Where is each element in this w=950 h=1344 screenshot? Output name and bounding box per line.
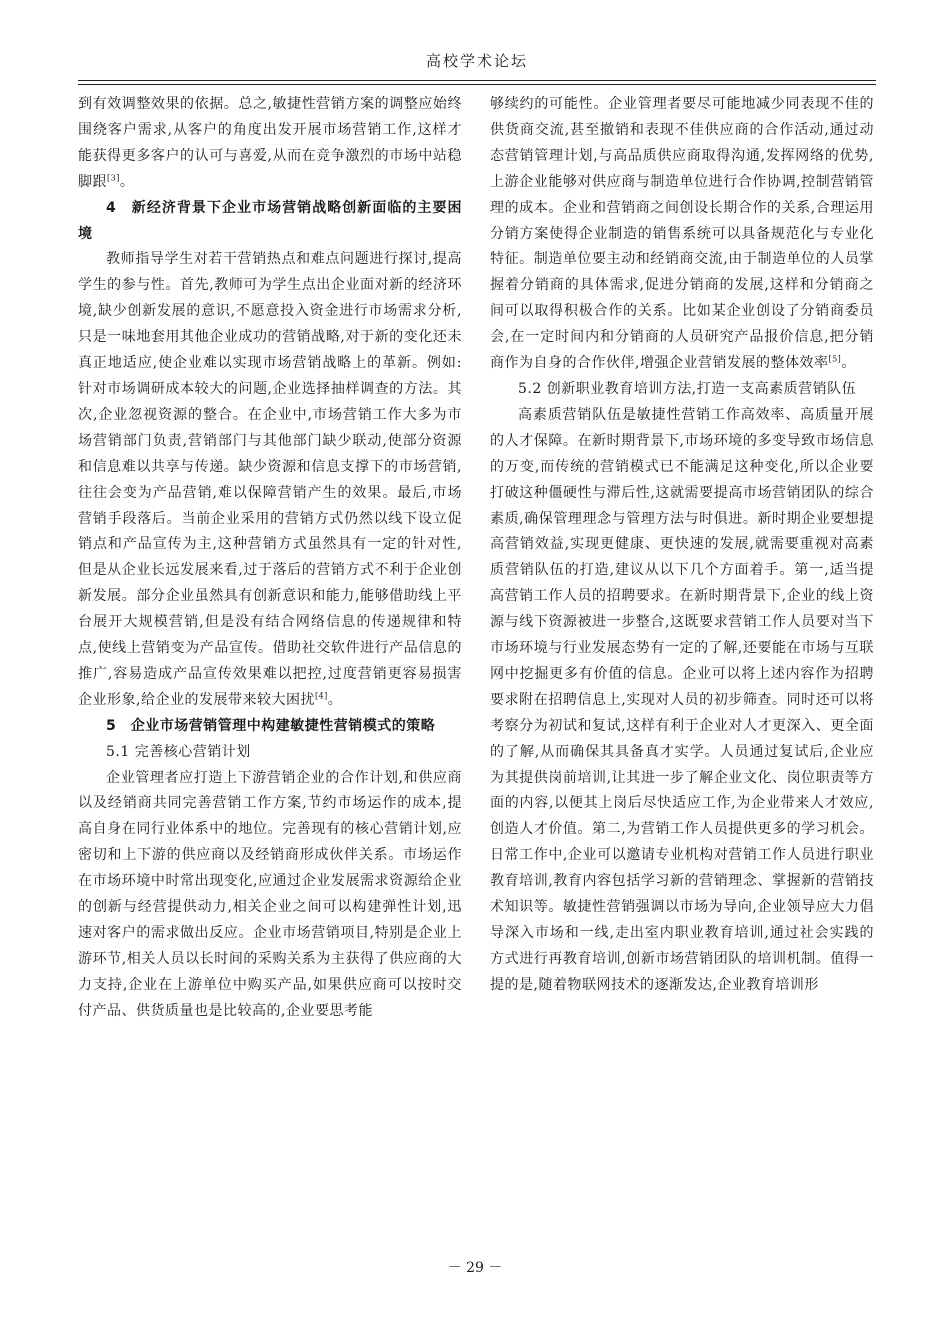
paragraph: 够续约的可能性。企业管理者要尽可能地减少同表现不佳的供货商交流,甚至撤销和表现不佳供应商的合作活动,通过动态营销管理计划,与高品质供应商取得沟通,发挥网络的优势,上游企业能够对供应商与制造单位进行合作协调,控制营销管理的成本。企业和营销商之间创设长期合作的关系,合理运用分销方案使得企业制造的销售系统可以具备规范化与专业化特征。制造单位要主动和经销商交流,由于制造单位的人员掌握着分销商的具体需求,促进分销商的发展,这样和分销商之间可以取得积极合作的关系。比如某企业创设了分销商委员会,在一定时间内和分销商的人员研究产品报价信息,把分销商作为自身的合作伙伴,增强企业营销发展的整体效率[5]。 bbox=[490, 96, 874, 372]
right-column bbox=[490, 92, 874, 999]
citation-ref: [5] bbox=[828, 354, 842, 364]
paragraph: 教师指导学生对若干营销热点和难点问题进行探讨,提高学生的参与性。首先,教师可为学生点出企业面对新的经济环境,缺少创新发展的意识,不愿意投入资金进行市场需求分析,只是一味地套用其他企业成功的营销战略,对于新的变化还未真正地适应,使企业难以实现市场营销战略上的革新。例如:针对市场调研成本较大的问题,企业选择抽样调查的方法。其次,企业忽视资源的整合。在企业中,市场营销工作大多为市场营销部门负责,营销部门与其他部门缺少联动,使部分资源和信息难以共享与传递。缺少资源和信息支撑下的市场营销,往往会变为产品营销,难以保障营销产生的效果。最后,市场营销手段落后。当前企业采用的营销方式仍然以线下设立促销点和产品宣传为主,这种营销方式虽然具有一定的针对性,但是从企业长远发展来看,过于落后的营销方式不利于企业创新发展。部分企业虽然具有创新意识和能力,能够借助线上平台展开大规模营销,但是没有结合网络信息的传递规律和特点,使线上营销变为产品宣传。借助社交软件进行产品信息的推广,容易造成产品宣传效果难以把控,过度营销更容易损害企业形象,给企业的发展带来较大困扰[4]。 bbox=[78, 251, 462, 708]
header-rule-thin bbox=[78, 84, 876, 85]
paragraph: 企业管理者应打造上下游营销企业的合作计划,和供应商以及经销商共同完善营销工作方案,节约市场运作的成本,提高自身在同行业体系中的地位。完善现有的核心营销计划,应密切和上下游的供应商以及经销商形成伙伴关系。市场运作在市场环境中时常出现变化,应通过企业发展需求资源给企业的创新与经营提供动力,相关企业之间可以构建弹性计划,迅速对客户的需求做出反应。企业市场营销项目,特别是企业上游环节,相关人员以长时间的采购关系为主获得了供应商的大力支持,企业在上游单位中购买产品,如果供应商可以按时交付产品、供货质量也是比较高的,企业要思考能 bbox=[78, 769, 462, 1019]
subsection-heading: 5.2 创新职业教育培训方法,打造一支高素质营销队伍 bbox=[518, 380, 857, 397]
header-rule-thick bbox=[78, 80, 876, 81]
left-column bbox=[78, 92, 462, 1025]
paragraph: 到有效调整效果的依据。总之,敏捷性营销方案的调整应始终围绕客户需求,从客户的角度出发开展市场营销工作,这样才能获得更多客户的认可与喜爱,从而在竞争激烈的市场中站稳脚跟[3]。 bbox=[78, 96, 462, 190]
page-number: － 29 － bbox=[447, 1260, 503, 1276]
section-heading: 4 新经济背景下企业市场营销战略创新面临的主要困境 bbox=[78, 199, 462, 242]
subsection-heading: 5.1 完善核心营销计划 bbox=[106, 743, 251, 760]
section-heading: 5 企业市场营销管理中构建敏捷性营销模式的策略 bbox=[106, 717, 436, 734]
journal-header: 高校学术论坛 bbox=[425, 52, 528, 70]
citation-ref: [4] bbox=[314, 691, 328, 701]
paragraph: 高素质营销队伍是敏捷性营销工作高效率、高质量开展的人才保障。在新时期背景下,市场环境的多变导致市场信息的万变,而传统的营销模式已不能满足这种变化,所以企业要打破这种僵硬性与滞后性,这就需要提高市场营销团队的综合素质,确保管理理念与管理方法与时俱进。新时期企业要想提高营销效益,实现更健康、更快速的发展,就需要重视对高素质营销队伍的打造,建议从以下几个方面着手。第一,适当提高营销工作人员的招聘要求。在新时期背景下,企业的线上资源与线下资源被进一步整合,这既要求营销工作人员要对当下市场环境与行业发展态势有一定的了解,还要能在市场与互联网中挖掘更多有价值的信息。企业可以将上述内容作为招聘要求附在招聘信息上,实现对人员的初步筛查。同时还可以将考察分为初试和复试,这样有利于企业对人才更深入、更全面的了解,从而确保其具备真才实学。人员通过复试后,企业应为其提供岗前培训,让其进一步了解企业文化、岗位职责等方面的内容,以便其上岗后尽快适应工作,为企业带来人才效应,创造人才价值。第二,为营销工作人员提供更多的学习机会。日常工作中,企业可以邀请专业机构对营销工作人员进行职业教育培训,教育内容包括学习新的营销理念、掌握新的营销技术知识等。敏捷性营销强调以市场为导向,企业领导应大力倡导深入市场和一线,走出室内职业教育培训,通过社会实践的方式进行再教育培训,创新市场营销团队的培训机制。值得一提的是,随着物联网技术的逐渐发达,企业教育培训形 bbox=[490, 406, 874, 993]
citation-ref: [3] bbox=[107, 173, 120, 183]
